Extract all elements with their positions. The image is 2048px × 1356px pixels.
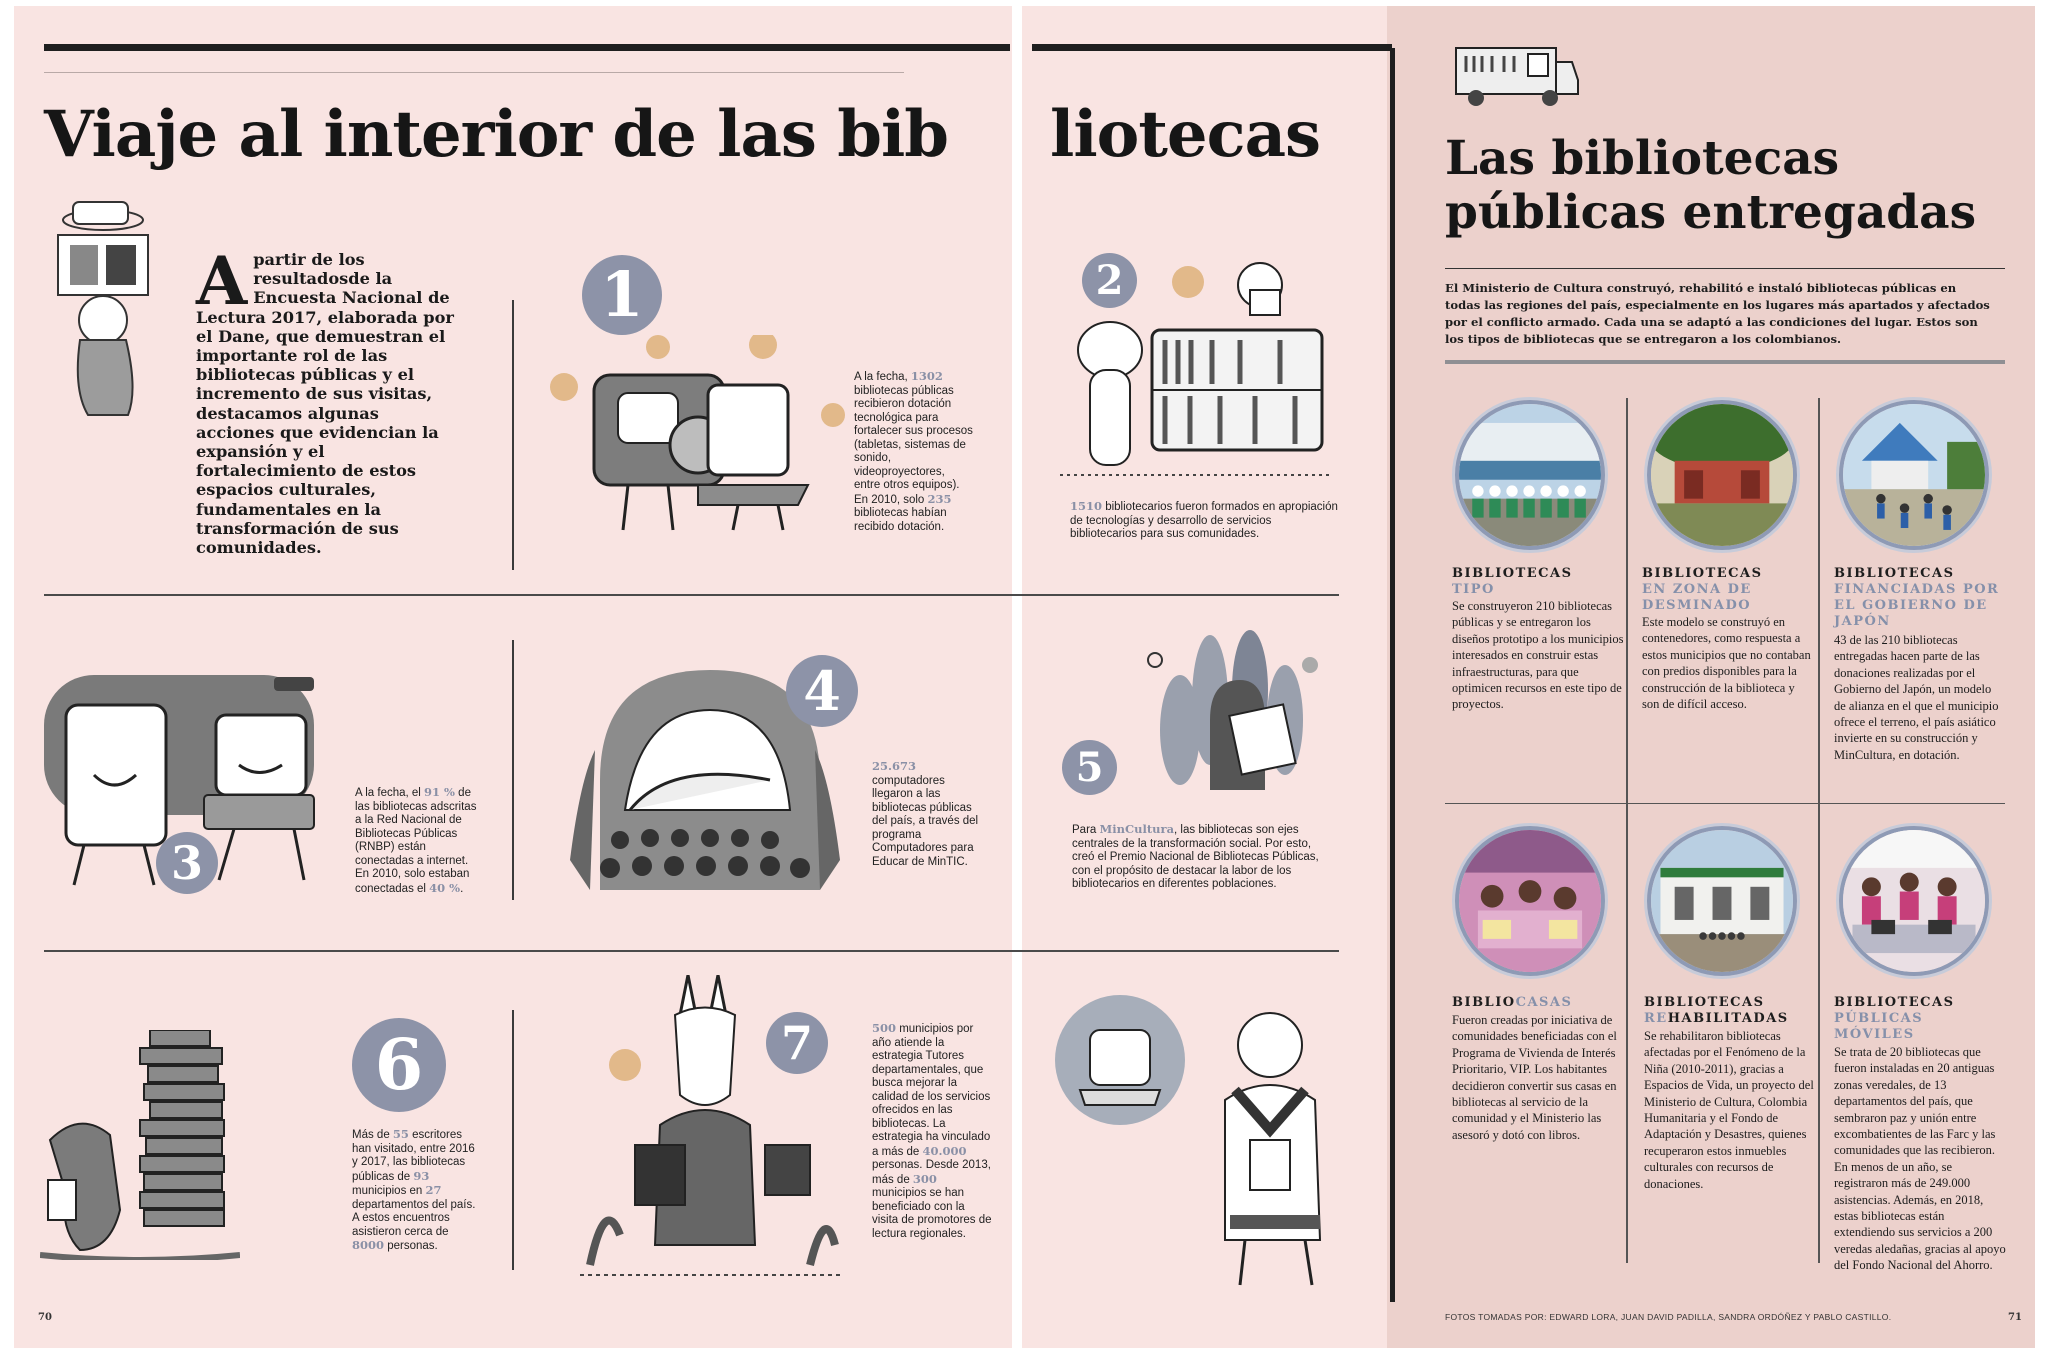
item-3-hl-91: 91 % — [424, 785, 455, 799]
right-divider-v3 — [1626, 803, 1628, 1263]
item-6-text-b: escritores han visitado, entre 2016 y 2017, las bibliotecas públicas de — [352, 1129, 475, 1183]
lib-body-rehabilitadas: Se rehabilitaron bibliotecas afectadas por el Fenómeno de la Niña (2010-2011), gracias a Espacios de Vida, un proyecto del Ministerio de Cultura, Colombia Humanitaria y el Fondo de Adaptación y Desastres, quienes recuperaron estos inmuebles culturales con recursos de donaciones. — [1644, 1029, 1814, 1191]
item-7-text — [872, 1022, 992, 1241]
photo-moviles — [1839, 826, 1989, 976]
item-2-text-a: bibliotecarios fueron formados en apropiación de tecnologías y desarrollo de servicios bibliotecarios para sus comunidades. — [1070, 501, 1338, 540]
item-6-hl-55: 55 — [392, 1127, 409, 1141]
item-5-text — [1072, 823, 1332, 892]
divider-h1 — [44, 594, 1339, 596]
main-title-part1: Viaje al interior de las bib — [44, 97, 949, 172]
item-4-text — [872, 760, 982, 869]
lib-title-tipo-main: BIBLIOTECAS — [1452, 566, 1573, 581]
item-4-hl-25673: 25.673 — [872, 759, 917, 773]
lib-title-desminado — [1642, 566, 1822, 614]
photo-bibliocasas — [1455, 826, 1605, 976]
item-7-text-b: personas. Desde 2013, más de — [872, 1159, 991, 1186]
dinosaur-books-illustration — [40, 1030, 240, 1260]
page-number-left: 70 — [38, 1312, 52, 1323]
item-4-text-a: computadores llegaron a las bibliotecas públicas del país, a través del programa Computadores para Educar de MinTIC. — [872, 774, 979, 868]
item-1-hl-235: 235 — [927, 491, 952, 506]
item-6-text-c: municipios en — [352, 1185, 426, 1197]
bookmobile-icon — [1452, 40, 1580, 110]
right-title-rule — [1445, 268, 2005, 269]
reading-penguin-illustration — [1140, 620, 1320, 795]
lib-body-bibliocasas: Fueron creadas por iniciativa de comunidades beneficiadas con el Programa de Vivienda de Interés Prioritario, VIP. Los habitantes decidieron convertir sus casas en bibliotecas al servicio de la comunidad y el Ministerio las asesoró y dotó con libros. — [1452, 1013, 1617, 1142]
item-2-hl-1510: 1510 — [1070, 499, 1103, 513]
lib-title-tipo — [1452, 566, 1632, 598]
book-label — [55, 1180, 77, 1206]
vertical-divider-thick — [1390, 48, 1395, 1302]
item-2-text — [1070, 500, 1340, 542]
intro-dropcap: A — [196, 242, 248, 320]
top-rule-left — [44, 44, 1010, 51]
lib-title-rehabilitadas-main-a: BIBLIOTECAS — [1644, 995, 1765, 1010]
lib-body-tipo: Se construyeron 210 bibliotecas públicas y se entregaron los diseños prototipo a los municipios interesados en construir estas infraestructuras, para que optimicen recursos en este tipo de proyectos. — [1452, 599, 1624, 712]
item-6-hl-93: 93 — [413, 1168, 430, 1183]
number-badge-7: 7 — [766, 1012, 828, 1074]
item-3-text — [355, 786, 485, 896]
item-7-hl-40000: 40.000 — [922, 1143, 967, 1158]
divider-v1 — [512, 300, 514, 570]
item-1-text-a: A la fecha, — [854, 371, 911, 383]
lib-title-rehabilitadas-main: HABILITADAS — [1667, 1011, 1789, 1026]
thin-rule — [44, 72, 904, 73]
item-1-text-c: bibliotecas habían recibido dotación. — [854, 507, 947, 533]
lib-title-bibliocasas-sub: CASAS — [1515, 995, 1573, 1010]
item-7-hl-300: 300 — [912, 1171, 937, 1186]
divider-v3 — [512, 1010, 514, 1270]
right-intro-rule — [1445, 360, 2005, 364]
right-title-line2: públicas entregadas — [1445, 185, 1977, 240]
right-divider-v1 — [1626, 398, 1628, 813]
main-title-part2: liotecas — [1050, 97, 1321, 172]
lib-title-bibliocasas — [1452, 995, 1632, 1011]
photo-rehabilitadas — [1647, 826, 1797, 976]
item-1-text — [854, 370, 974, 534]
lib-title-japon-sub: FINANCIADAS POR EL GOBIERNO DE JAPÓN — [1834, 582, 2000, 629]
lib-title-moviles-sub: PÚBLICAS MÓVILES — [1834, 1011, 1924, 1042]
number-badge-1: 1 — [582, 255, 662, 335]
item-6-hl-8000: 8000 — [352, 1238, 385, 1252]
intro-text: partir de los resultadosde la Encuesta Nacional de Lectura 2017, elaborada por el Dane, que demuestran el importante rol de las bibliotecas públicas y el incremento de sus visitas, destacamos algunas acciones que evidencian la expansión y el fortalecimiento de estos espacios culturales, fundamentales en la transformación de sus comunidades. — [196, 250, 454, 558]
number-badge-2: 2 — [1082, 253, 1137, 308]
number-badge-4: 4 — [786, 655, 858, 727]
item-7-hl-500: 500 — [872, 1021, 897, 1035]
reader-illustration — [48, 190, 158, 420]
lib-title-moviles — [1834, 995, 2004, 1043]
top-rule-mid — [1032, 44, 1392, 51]
lib-title-tipo-sub: TIPO — [1452, 582, 1495, 597]
right-divider-h — [1445, 803, 2005, 804]
number-badge-5: 5 — [1062, 740, 1117, 795]
pigs-bookshelf-illustration — [1060, 260, 1330, 485]
item-6-text-a: Más de — [352, 1129, 393, 1141]
item-5-hl-mincultura: MinCultura — [1099, 822, 1175, 836]
divider-h2 — [44, 950, 1339, 952]
lib-body-japon: 43 de las 210 bibliotecas entregadas hacen parte de las donaciones realizadas por el Gobierno del Japón, un modelo de alianza en el que el municipio ofrece el terreno, el país asiático invierte en su construcción y MinCultura, en dotación. — [1834, 633, 1999, 762]
lib-title-bibliocasas-main: BIBLIO — [1452, 995, 1516, 1010]
lib-title-desminado-sub: EN ZONA DE DESMINADO — [1642, 582, 1752, 613]
right-title-line1: Las bibliotecas — [1445, 131, 1840, 186]
photo-bibliotecas-tipo — [1455, 400, 1605, 550]
number-badge-6: 6 — [352, 1018, 446, 1112]
lib-title-rehabilitadas — [1644, 995, 1824, 1027]
item-3-hl-40: 40 % — [429, 880, 461, 895]
divider-v2 — [512, 640, 514, 900]
item-3-text-b: de las bibliotecas adscritas a la Red Nacional de Bibliotecas Públicas (RNBP) están conectadas a internet. En 2010, solo estaban conectadas el — [355, 787, 477, 895]
right-divider-v4 — [1818, 803, 1820, 1263]
item-6-text-d: departamentos del país. A estos encuentros asistieron cerca de — [352, 1198, 476, 1238]
item-5-text-b: , las bibliotecas son ejes centrales de la transformación social. Por esto, creó el Premio Nacional de Bibliotecas Públicas, con el propósito de destacar la labor de los bibliotecarios en diferentes poblaciones. — [1072, 824, 1319, 890]
item-7-text-a: municipios por año atiende la estrategia Tutores departamentales, que busca mejorar la calidad de los servicios ofrecidos en las bibliotecas. La estrategia ha vinculado a más de — [872, 1023, 991, 1158]
item-1-text-b: bibliotecas públicas recibieron dotación tecnológica para fortalecer sus procesos (tabletas, sistemas de sonido, videoproyectores, entre otros equipos). En 2010, solo — [854, 384, 973, 506]
lib-title-moviles-main: BIBLIOTECAS — [1834, 995, 1955, 1010]
item-6-text-e: personas. — [384, 1240, 438, 1252]
item-3-text-a: A la fecha, el — [355, 787, 425, 799]
item-1-hl-1302: 1302 — [910, 369, 943, 383]
intro-text-block — [196, 242, 456, 558]
lib-body-desminado: Este modelo se construyó en contenedores, como respuesta a estos municipios que no contaban con predios disponibles para la construcción de la biblioteca y son de difícil acceso. — [1642, 615, 1811, 712]
item-3-text-c: . — [460, 882, 464, 895]
lib-title-japon — [1834, 566, 2014, 630]
photo-bibliotecas-japon — [1839, 400, 1989, 550]
right-title — [1445, 132, 2025, 240]
tablet-camera-illustration — [548, 335, 848, 535]
item-6-text — [352, 1128, 482, 1254]
photo-credits: FOTOS TOMADAS POR: EDWARD LORA, JUAN DAVID PADILLA, SANDRA ORDÓÑEZ Y PABLO CASTILLO. — [1445, 1312, 1892, 1322]
lib-title-japon-main: BIBLIOTECAS — [1834, 566, 1955, 581]
lib-title-rehabilitadas-sub: RE — [1644, 1011, 1668, 1026]
item-5-text-a: Para — [1072, 824, 1100, 836]
item-7-text-c: municipios se han beneficiado con la visita de promotores de lectura regionales. — [872, 1187, 992, 1240]
bear-computer-illustration — [1050, 990, 1340, 1290]
number-badge-3: 3 — [156, 832, 218, 894]
page-number-right: 71 — [2008, 1312, 2022, 1323]
lib-body-moviles: Se trata de 20 bibliotecas que fueron instaladas en 20 antiguas zonas veredales, de 13 departamentos del país, que sembraron paz y unión entre excombatientes de las Farc y las comunidades que las recibieron. En menos de un año, se registraron más de 249.000 asistencias. Además, en 2018, estas bibliotecas están extendiendo sus servicios a 200 veredas aledañas, gracias al apoyo del Fondo Nacional del Ahorro. — [1834, 1045, 2006, 1273]
item-6-hl-27: 27 — [425, 1183, 442, 1197]
photo-bibliotecas-desminado — [1647, 400, 1797, 550]
lib-title-desminado-main: BIBLIOTECAS — [1642, 566, 1763, 581]
right-intro: El Ministerio de Cultura construyó, rehabilitó e instaló bibliotecas públicas en todas las regiones del país, especialmente en los lugares más apartados y afectados por el conflicto armado. Cada una se adaptó a las condiciones del lugar. Estos son los tipos de bibliotecas que se entregaron a los colombianos. — [1445, 281, 1990, 346]
